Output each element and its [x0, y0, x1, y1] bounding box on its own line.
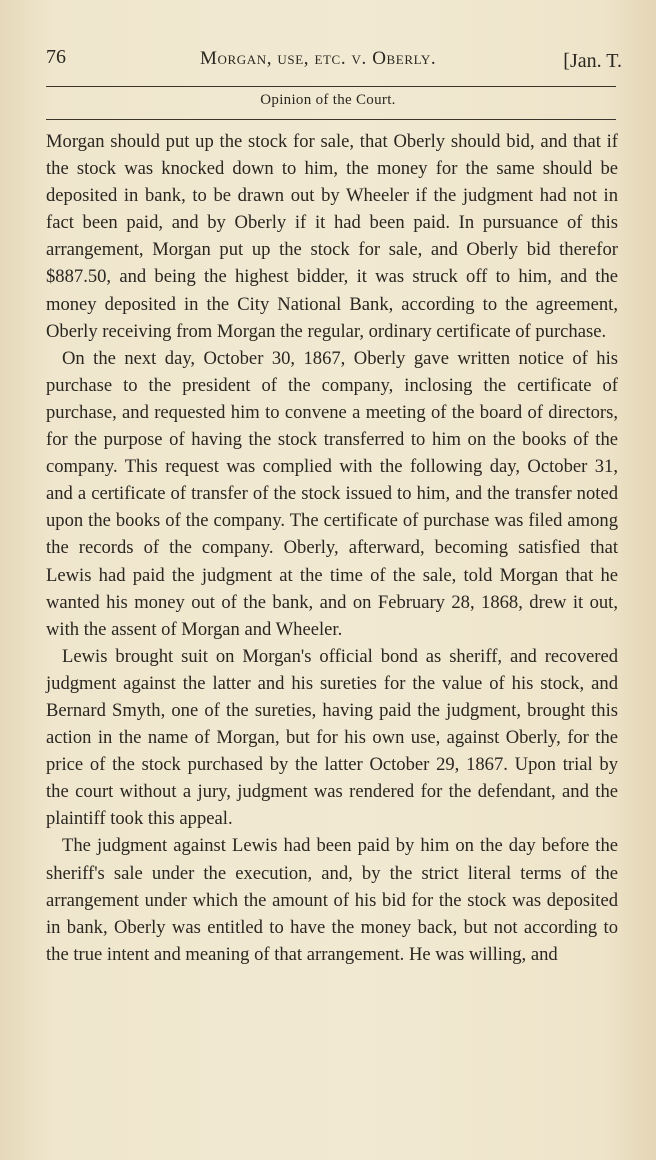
page-number: 76 — [46, 46, 66, 68]
header-divider — [46, 86, 616, 87]
running-title: Morgan, use, etc. v. Oberly. — [200, 48, 437, 69]
term-label: [Jan. T. — [563, 50, 622, 72]
section-divider — [46, 119, 616, 120]
paragraph: On the next day, October 30, 1867, Oberly gave written notice of his purchase to the president of the company, inclosing the certificate of purchase, and requested him to convene a meeting of the board of directors, for the purpose of having the stock transferred to him on the books of the company. This request was complied with the following day, October 31, and a certificate of transfer of the stock issued to him, and the transfer noted upon the books of the company. The certificate of purchase was filed among the records of the company. Oberly, afterward, becoming satisfied that Lewis had paid the judgment at the time of the sale, told Morgan that he wanted his money out of the bank, and on February 28, 1868, drew it out, with the assent of Morgan and Wheeler. — [46, 347, 618, 640]
opinion-text — [46, 128, 618, 968]
paragraph: Lewis brought suit on Morgan's official bond as sheriff, and recovered judgment against the latter and his sureties for the value of his stock, and Bernard Smyth, one of the sureties, having paid the judgment, brought this action in the name of Morgan, but for his own use, against Oberly, for the price of the stock purchased by the latter October 29, 1867. Upon trial by the court without a jury, judgment was rendered for the defendant, and the plaintiff took this appeal. — [46, 645, 618, 830]
paragraph: Morgan should put up the stock for sale, that Oberly should bid, and that if the stock was knocked down to him, the money for the same should be deposited in bank, to be drawn out by Wheeler if the judgment had not in fact been paid, and by Oberly if it had been paid. In pursuance of this arrangement, Morgan put up the stock for sale, and Oberly bid therefor $887.50, and being the highest bidder, it was struck off to him, and the money deposited in the City National Bank, according to the agreement, Oberly receiving from Morgan the regular, ordinary certificate of purchase. — [46, 131, 618, 342]
section-heading: Opinion of the Court. — [260, 92, 396, 108]
paragraph: The judgment against Lewis had been paid by him on the day before the sheriff's sale under the execution, and, by the strict literal terms of the arrangement under which the amount of his bid for the stock was deposited in bank, Oberly was entitled to have the money back, but not according to the true intent and meaning of that arrangement. He was willing, and — [46, 835, 618, 965]
page-header — [46, 46, 626, 78]
